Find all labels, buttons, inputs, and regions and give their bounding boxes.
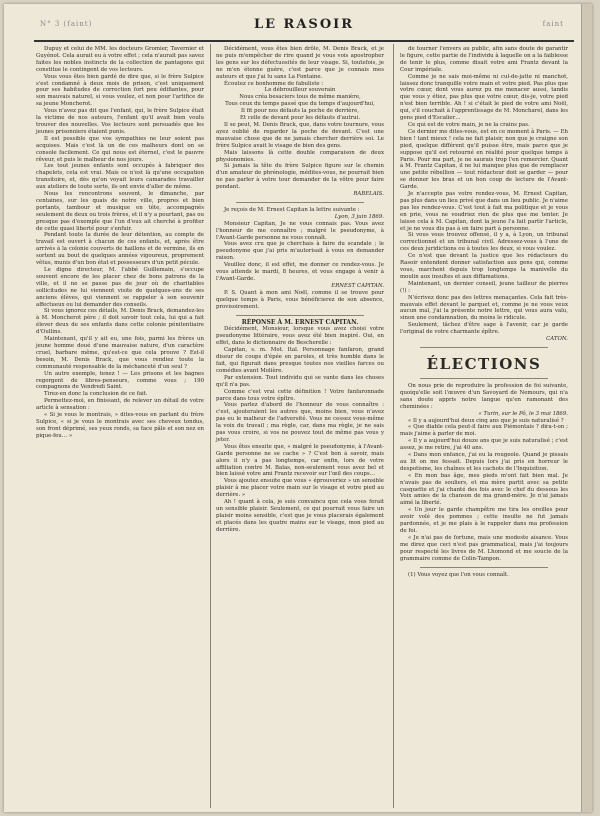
newspaper-page: [4, 4, 592, 812]
signature: CATON.: [546, 336, 568, 343]
paragraph: Les tout jeunes enfants sont occupés à fabriquer des chapelets, cela est vrai. Mais ce n'est là qu'une occupation transitoire, et, dès qu'on voyait leurs camarades travailler aux ateliers de toute sorte, ils ont envie d'aller de même.: [36, 163, 204, 191]
paragraph: Il est possible que vos sympathies ne leur soient pas acquises. Mais c'est là un de ces malheurs dont on se console facilement. Ce qui nous est éternel, c'est le pauvre rêveur, et puis le malheur de nos jours.: [36, 135, 204, 163]
paragraph: Comme c'est vrai cette définition ! Votre fanfaronnade parce dans tous votre épître.: [216, 388, 384, 402]
verse-line: Nous créa besaciers tous de même manière,: [239, 94, 361, 101]
paragraph: Vous êtes ensuite que, « malgré le pseudonyme, à l'Avant-Garde personne ne se cache » ? C'est bon à savoir, mais alors il n'y a pas longtemps, car enfin, lors de votre affiliation contre M. Balas, non-seulement vous avez bel et bien laissé votre ami Frantz recevoir sur l'œil des coups…: [216, 443, 384, 478]
paragraph: « Un jour le garde champêtre me tira les oreilles pour avoir volé des pommes ; cette insulte ne fut jamais pardonnée, et je me plais à le rappeler dans ma profession de foi.: [400, 507, 568, 534]
paragraph: Comme je ne sais moi-même ni cul-de-jatte ni manchot, laissez donc tranquille votre main et votre pied. Pas plus que votre cœur, dont vous aurez pu me menacer aussi, tandis que vous y étiez, pas plus que votre cœur, dis-je, votre pied n'est bien terrible. Ah ! si c'était le pied de votre ami Noël, qui, s'il couchait à l'apprentissage de M. Moncharel, dans les gens pied d'Escalier…: [400, 73, 568, 122]
paragraph: Si vous vous trouvez offensé, il y a, à Lyon, un tribunal correctionnel et un tribunal civil. Adressez-vous à l'une de ces deux juridictions ou à toutes les deux, si vous voulez.: [400, 232, 568, 253]
paragraph: Je n'accepte pas votre rendez-vous, M. Ernest Capitan, pas plus dans un lieu privé que dans un lieu public. Je n'aime pas les rendez-vous. C'est tout à fait ma politique et je vous en prie, vous ne voudriez rien de plus que me tenter. Je laisse cela à M. Capitan, dont la jeune l'a fait partir l'article, et je ne vous dis pas à en faire part à personne.: [400, 191, 568, 232]
paragraph: Vous parlez d'abord de l'honneur de vous connaître : c'est, ajouteraient les autres que, moins bien, vous n'avez pas eu le malheur de l'adversité. Vous ne cessez vous-même la voix du travail ; ma règle, car, dans ma règle, je ne sais pas vous croire, si vos ne pouvez tout de même pas vous y jeter.: [216, 402, 384, 443]
paragraph: Décidément, Monsieur, lorsque vous avez choisi votre pseudonyme littéraire, vous avez été bien inspiré. Oui, en effet, dans le dictionnaire de Bescherelle :: [216, 326, 384, 347]
signature: ERNEST CAPITAN.: [331, 282, 384, 289]
letter-paragraph: Monsieur Capitan, Je ne vous connais pas. Vous avez l'honneur de me connaître ; malgré le pseudonyme, à l'Avant-Garde personne ne vous connaît.: [216, 220, 384, 241]
dateline: Lyon, 3 juin 1869.: [334, 213, 384, 220]
paragraph: Décidément, vous êtes bien drôle, M. Denis Brack, et je ne puis m'empêcher de rire quand je vous vois apostropher les gens sur les défectuosités de leur visage. Si, toutefois, je ne m'en étonne guère, c'est parce que je connais mes auteurs et que j'ai lu sans La Fontaine.: [216, 46, 384, 80]
column-1: [36, 46, 204, 440]
column-2: [216, 46, 384, 534]
paragraph: Par extension. Tout individu qui se vante dans les choses qu'il n'a pas.: [216, 374, 384, 388]
verse-line: Et celle de devant pour les défauts d'autrui.: [239, 115, 361, 122]
paragraph: « En mon bas âge, mes pieds m'ont fait bien mal. Je n'avais pas de souliers, et ma mère partit avec sa petite casquette et j'ai chanté des fois avec le chef du dessous les Voix amies de la chanson de ma grand-mère. Je n'ai jamais aimé la liberté.: [400, 472, 568, 507]
signature: RABELAIS.: [353, 191, 384, 198]
paragraph: Si vous ignorez ces détails, M. Denis Brack, demandez-les à M. Moncherot père ; il doit savoir tout cela, lui qui a fait élever deux de ses enfants dans cette colonie pénitentiaire d'Oullins.: [36, 308, 204, 336]
paragraph: N'écrivez donc pas des lettres menaçantes. Cela fait très-mauvais effet devant le parquet et, comme je ne vous veux aucun mal, j'ai la présente notre lettre, qui vous aura valu, sinon une condamnation, du moins le ridicule.: [400, 294, 568, 322]
verse-line: Tous ceux du temps passé que du temps d'aujourd'hui,: [225, 101, 375, 108]
paragraph: Mais laissons là cette double comparaison de deux physionomies.: [216, 149, 384, 163]
paragraph: Capitan, s. m. Mot. Ital. Personnage fanfaron, grand diseur de coups d'épée en paroles, et très humble dans le fait, qui figurait dans presque toutes nos vieilles farces ou comédies avant Molière.: [216, 347, 384, 374]
masthead-left-mark: N° 3 (faint): [40, 20, 93, 28]
footnote: (1) Vous voyez que l'on vous connaît.: [408, 571, 509, 578]
paragraph: Pendant toute la durée de leur détention, au compte de travail est ouvert à chacun de ces enfants, et, après être arrivés à la colonie couverts de haillons et de vermine, ils en sortent au bout de quelques années vigoureux, proprement vêtus, munis d'un bon état et possesseurs d'un petit pécule.: [36, 232, 204, 267]
paragraph: « Dans mon enfance, j'ai eu la rougeole. Quand je pissais au lit on me fessait. Depuis lors j'ai pris en horreur le despotisme, les chaînes et les cachots de l'Inquisition.: [400, 452, 568, 472]
adjacent-page-edge: [581, 4, 592, 812]
separator: [420, 567, 548, 568]
separator: [236, 202, 364, 203]
separator: [420, 347, 548, 348]
paragraph: Il se peut, M. Denis Brack, que, dans votre tournure, vous ayez oublié de regarder la poche de devant. C'est une mauvaise chose que de ne jamais chercher derrière soi. Le frère Sulpice avait le visage de bien des gens.: [216, 121, 384, 149]
paragraph: Maintenant, un dernier conseil, jeune tailleur de pierres (!) :: [400, 280, 568, 294]
paragraph: Dupuy et celui de MM. les docteurs Gromier, Tavernier et Guyénot. Cela aurait eu à votre effet ; cela n'aurait pas savez faites les nobles instincts de la collection de pantagons qui constitue le contingent de vos lecteurs.: [36, 46, 204, 73]
separator: [236, 315, 364, 316]
paragraph: Ah ! quant à cela, je suis convaincu que cela vous ferait un sensible plaisir. Seulement, ce qui pourrait vous faire un plaisir moins sensible, c'est que je vous placerais également et placés dans les quatre mains sur le visage, mon pied au derrière.: [216, 499, 384, 533]
paragraph: « Il y a aujourd'hui deux cinq ans que je suis naturalisé ?: [408, 417, 564, 424]
paragraph: « Que diable cela peut-il faire aux Piémontais ? dira-t-on ; mais j'aime à parler de moi.: [400, 424, 568, 438]
paragraph: Je reçois de M. Ernest Capitan la lettre suivante :: [224, 206, 360, 213]
verse-line: Le débrouilleur souverain: [264, 87, 336, 94]
paragraph: Vous n'avez pas dit que l'enfant, qui, le frère Sulpice était la victime de nos auteurs, l'enfant qu'il avait bien voulu trouver des nouvelles. Vos lecteurs sont persuadés que les jeunes prisonniers étaient punis.: [36, 108, 204, 135]
paragraph: Permettez-moi, en finissant, de relever un détail de votre article à sensation :: [36, 398, 204, 412]
paragraph: Si jamais la tête du frère Sulpice figure sur le chemin d'un amateur de phrénologie, médites-vous, ne pourrait bien ne pas parler à votre tour demander de la vôtre pour faire pendant.: [216, 163, 384, 191]
paragraph: « Je n'ai pas de fortune, mais une modeste aisance. Vous me direz que ceci n'est pas grammatical, mais j'ai toujours pour respecté les livres de M. Lhomond et me soucie de la grammaire comme de Colin-Tampon.: [400, 534, 568, 562]
paragraph: Vous vous êtes bien gardé de dire que, si le frère Sulpice s'est condamné à deux mois de prison, c'est uniquement pour ses habitudes de correction fort peu édifiantes, pour son mauvais naturel, si vous voulez, et non pour l'artifice de sa jeune Moncherot.: [36, 73, 204, 108]
masthead-right-mark: faint: [542, 20, 564, 28]
column-rule-2: [393, 44, 394, 808]
separator: [420, 378, 548, 379]
paragraph: « Si je vous le montrais, » dites-vous en parlant du frère Sulpice, « si je vous le montrais avec ses cheveux tondus, son front déprimé, ses yeux ronds, sa face pâle et son nez en pique-feu… »: [36, 412, 204, 439]
paragraph: Maintenant, qu'il y ait eu, une fois, parmi les frères un jeune homme doué d'une mauvaise nature, d'un caractère cruel, barbare même, qu'est-ce que cela prouve ? Est-il besoin, M. Denis Brack, que vous rendiez toute la communauté responsable de la méchanceté d'un seul ?: [36, 336, 204, 370]
column-rule-1: [210, 44, 211, 808]
dateline: « Turin, sur le Pô, le 3 mai 1869.: [478, 410, 568, 417]
paragraph: Écoutez ce bonhomme de fabuliste :: [224, 80, 324, 87]
paragraph: Vous ajoutez ensuite que vous « éprouveriez » un sensible plaisir à me placer votre main sur le visage et votre pied au derrière. »: [216, 478, 384, 499]
letter-paragraph: Veuillez donc, il est effet, me donner ce rendez-vous. Je vous attends le mardi, 8 heures, et vous engage à venir à l'Avant-Garde.: [216, 262, 384, 282]
paragraph: Nous les rencontrons souvent, le dimanche, par centaines, sur les quais de notre ville, propres et bien portants, tambour et musique en tête, accompagnés seulement de deux ou trois frères, et il n'y a pourtant, pas ou presque pas d'exemple que l'un d'eux ait cherché à profiter de cette quasi liberté pour s'enfuir.: [36, 191, 204, 232]
paragraph: Tirez-en donc la conclusion de ce fait.: [44, 391, 148, 398]
elections-title: ÉLECTIONS: [426, 354, 542, 373]
paragraph: « Il y a aujourd'hui douze ans que je suis naturalisé ; c'est assez, je me retire, j'ai 40 ans.: [400, 438, 568, 452]
paragraph: On nous prie de reproduire la profession de foi suivante, quoiqu'elle soit l'œuvre d'un Savoyard de Nemours, qui n'a sans doute appris notre langue qu'en ramonant des cheminées :: [400, 382, 568, 410]
section-heading: RÉPONSE À M. ERNEST CAPITAN.: [241, 318, 359, 326]
column-3: [400, 46, 568, 578]
paragraph: Ce dernier me dites-vous, est en ce moment à Paris. — Eh bien ! tant mieux ! cela ne fait plaisir, non que je craigne son pied, quelque différent qu'il puisse être, mais parce que je suppose qu'il est retourné en réalité pour quelque temps à Paris. Pour ma part, je ne saurais trop l'en remercier. Quant à M. Frantz Capitan, il ne lui manque plus que de remplacer une petite rébellion — tout rédacteur doit se garder — pour se donner les bras et un bon coup de lecture de l'Avant-Garde.: [400, 128, 568, 191]
letter-paragraph: Vous avez cru que je cherchais à faire du scandale ; le pseudonyme que j'ai pris m'autorisait à vous en demander raison.: [216, 241, 384, 262]
paragraph: Ce qui est de votre main, je ne la crains pas.: [408, 121, 530, 128]
paragraph: Un autre exemple, tenez ! — Les prisons et les bagnes regorgent de libres-penseurs, comme vous ; 190 compagnons de Vendredi Saint.: [36, 370, 204, 391]
paragraph: Le digne directeur, M. l'abbé Guillemain, s'occupe souvent encore de les placer chez de bons patrons de la ville, et il ne se passe pas de jour où de charitables sollicitudes ne lui viennent visite de quelques-uns de ses anciens élèves, qui viennent se rappeler à son souvenir affectueux ou lui demander des conseils.: [36, 267, 204, 308]
paragraph: de tourner l'envers au public, afin sans doute de garantir le figure, cette partie de l'individu à laquelle on a la faiblesse de tenir le plus, comme disait votre ami Frantz devant la Cour impériale.: [400, 46, 568, 73]
newspaper-title: LE RASOIR: [253, 17, 355, 32]
verse-line: Il fit pour nos défauts la poche de derrière,: [241, 108, 359, 115]
paragraph: Seulement, tâchez d'être sage à l'avenir, car je garde l'original de votre charmante épître.: [400, 322, 568, 336]
paragraph: Ce n'est que devant la justice que les rédacteurs du Rasoir entendent donner satisfaction aux gens qui, comme vous, marchent depuis trop longtemps la manivelle du moulin aux insultes et aux diffamations.: [400, 253, 568, 280]
paragraph: P. S. Quant à mon ami Noël, comme il se trouve pour quelque temps à Paris, vous bénéficierez de son absence, provisoirement.: [216, 289, 384, 310]
masthead: [34, 16, 574, 42]
